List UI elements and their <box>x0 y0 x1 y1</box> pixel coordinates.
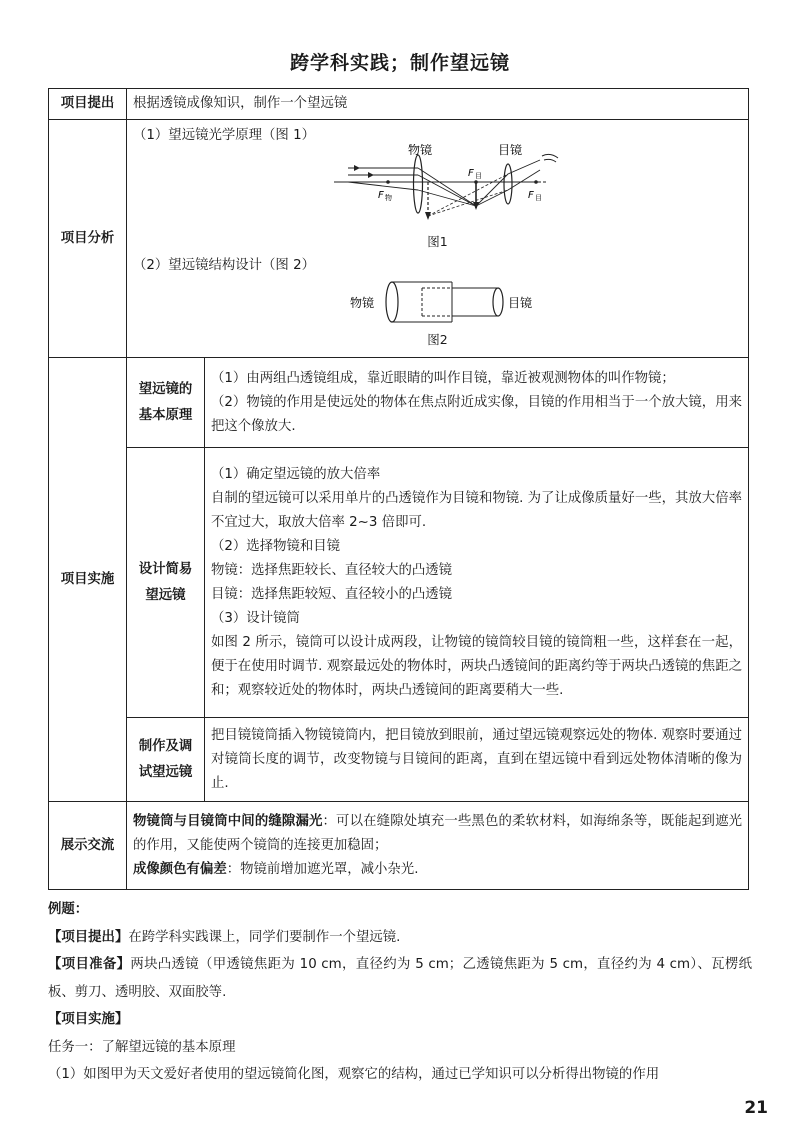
make-content: 把目镜镜筒插入物镜镜筒内，把目镜放到眼前，通过望远镜观察远处的物体. 观察时要通过对镜筒长度的调节，改变物镜与目镜间的距离，直到在望远镜中看到远处物体清晰的像为止. <box>205 718 749 802</box>
design-content <box>205 448 749 718</box>
fig1-feye-bottom: F <box>528 190 534 201</box>
focal-point-eye-left <box>474 180 478 184</box>
principle-label <box>127 358 205 448</box>
row-impl-principle <box>49 358 749 448</box>
example-task1: 任务一：了解望远镜的基本原理 <box>48 1039 236 1055</box>
design-label-line2: 望远镜 <box>145 587 186 603</box>
ray-incoming-3 <box>348 182 418 190</box>
ray-refracted-2 <box>418 175 476 206</box>
fig1-feye-top-sub: 目 <box>475 172 482 180</box>
fig1-feye-bottom-sub: 目 <box>535 194 542 202</box>
make-label-line2: 试望远镜 <box>138 764 193 780</box>
design-line6: （3）设计镜筒 <box>211 610 300 626</box>
make-label-line1: 制作及调 <box>138 738 193 754</box>
row-exchange <box>49 802 749 890</box>
telescope-tube-diagram <box>348 278 588 328</box>
exchange-p2-bold: 成像颜色有偏差 <box>133 861 227 877</box>
principle-content <box>205 358 749 448</box>
design-line3: （2）选择物镜和目镜 <box>211 538 341 554</box>
exchange-label: 展示交流 <box>49 802 127 890</box>
example-heading: 例题： <box>48 902 89 917</box>
fig2-objective-label: 物镜 <box>350 296 375 310</box>
objective-lens <box>414 155 423 213</box>
row-analysis <box>49 120 749 358</box>
example-prep-text: 两块凸透镜（甲透镜焦距为 10 cm，直径约为 5 cm；乙透镜焦距为 5 cm，直径约为 4 cm）、瓦楞纸板、剪刀、透明胶、双面胶等. <box>48 957 752 1000</box>
example-proposal <box>48 924 752 952</box>
row-proposal <box>49 89 749 120</box>
design-line7: 如图 2 所示，镜筒可以设计成两段，让物镜的镜筒较目镜的镜筒粗一些，这样套在一起，便于在使用时调节. 观察最远处的物体时，两块凸透镜间的距离约等于两块凸透镜的焦距之和；观察较近处的物体时，两块凸透镜间的距离要稍大一些. <box>211 634 742 698</box>
ray-virtual-2 <box>428 190 508 216</box>
fig1-fobj: F <box>378 190 384 201</box>
analysis-label: 项目分析 <box>49 120 127 358</box>
focal-point-objective <box>386 180 390 184</box>
arrow-head-1 <box>354 165 360 171</box>
fig1-feye-top: F <box>468 168 474 179</box>
eye-icon <box>542 154 558 158</box>
example-section <box>48 896 752 1089</box>
exchange-content <box>127 802 749 890</box>
project-table <box>48 88 749 890</box>
example-proposal-tag: 【项目提出】 <box>48 929 129 945</box>
design-label-line1: 设计简易 <box>138 561 193 577</box>
page-number: 21 <box>744 1098 768 1118</box>
example-prep <box>48 951 752 1006</box>
eyepiece-lens <box>504 164 512 204</box>
eyepiece-lens-end <box>493 288 503 316</box>
analysis-item2: （2）望远镜结构设计（图 2） <box>133 258 315 273</box>
exchange-p1 <box>133 810 742 858</box>
principle-line1: （1）由两组凸透镜组成，靠近眼睛的叫作目镜，靠近被观测物体的叫作物镜； <box>211 370 675 386</box>
principle-line2: （2）物镜的作用是使远处的物体在焦点附近成实像，目镜的作用相当于一个放大镜，用来把这个像放大. <box>211 394 742 434</box>
ray-virtual-1 <box>428 174 508 216</box>
fig2-eyepiece-label: 目镜 <box>508 296 533 310</box>
ray-eyepiece-2 <box>476 190 508 206</box>
implementation-label: 项目实施 <box>49 358 127 802</box>
principle-label-line1: 望远镜的 <box>138 381 193 397</box>
ray-out-1 <box>508 160 540 174</box>
proposal-label: 项目提出 <box>49 89 127 120</box>
ray-out-2 <box>508 170 540 190</box>
design-label <box>127 448 205 718</box>
example-impl-tag: 【项目实施】 <box>48 1012 129 1027</box>
fig1-objective-label: 物镜 <box>408 144 433 157</box>
analysis-content <box>127 120 749 358</box>
design-line1: （1）确定望远镜的放大倍率 <box>211 466 381 482</box>
figure-1 <box>133 144 742 230</box>
example-prep-tag: 【项目准备】 <box>48 957 131 972</box>
objective-lens-end <box>386 282 398 322</box>
eye-lower-icon <box>544 159 556 162</box>
exchange-p1-bold: 物镜筒与目镜筒中间的缝隙漏光 <box>133 813 323 829</box>
fig1-fobj-sub: 物 <box>385 194 392 202</box>
analysis-item1: （1）望远镜光学原理（图 1） <box>133 128 315 143</box>
row-impl-make <box>49 718 749 802</box>
telescope-ray-diagram <box>328 144 628 230</box>
fig1-eyepiece-label: 目镜 <box>498 144 523 157</box>
design-line4: 物镜：选择焦距较长、直径较大的凸透镜 <box>211 562 453 578</box>
exchange-p1-rest: ：可以在缝隙处填充一些黑色的柔软材料，如海绵条等，既能起到遮光的作用，又能使两个镜筒的连接更加稳固； <box>133 813 743 853</box>
fig2-caption: 图2 <box>427 332 448 347</box>
figure-2 <box>133 278 742 328</box>
design-line5: 目镜：选择焦距较短、直径较小的凸透镜 <box>211 586 453 602</box>
exchange-p2 <box>133 858 742 882</box>
fig1-caption: 图1 <box>427 234 448 249</box>
exchange-p2-rest: ：物镜前增加遮光罩，减小杂光. <box>226 861 419 877</box>
focal-point-eye-right <box>534 180 538 184</box>
make-label <box>127 718 205 802</box>
proposal-text: 根据透镜成像知识，制作一个望远镜 <box>127 89 749 120</box>
design-line2: 自制的望远镜可以采用单片的凸透镜作为目镜和物镜. 为了让成像质量好一些，其放大倍率不宜过大，取放大倍率 2~3 倍即可. <box>211 490 742 530</box>
page-title: 跨学科实践；制作望远镜 <box>289 52 510 74</box>
principle-label-line2: 基本原理 <box>138 407 193 423</box>
arrow-head-2 <box>368 172 374 178</box>
example-proposal-text: 在跨学科实践课上，同学们要制作一个望远镜. <box>128 929 401 945</box>
row-impl-design <box>49 448 749 718</box>
example-q1: （1）如图甲为天文爱好者使用的望远镜简化图，观察它的结构，通过已学知识可以分析得出物镜的作用 <box>48 1067 660 1082</box>
